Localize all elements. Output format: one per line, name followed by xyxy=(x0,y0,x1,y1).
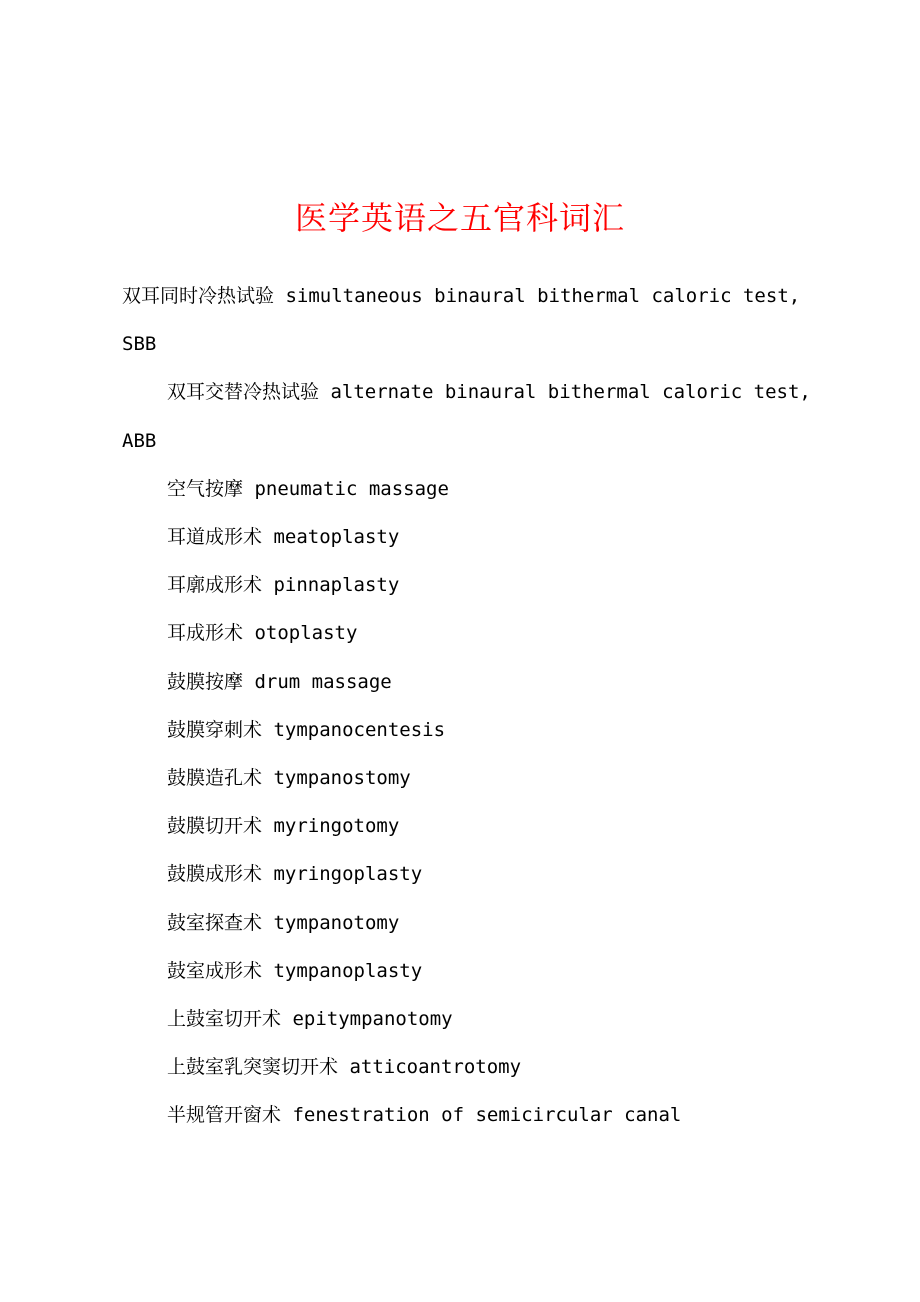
vocab-entry: 耳廓成形术 pinnaplasty xyxy=(167,574,400,597)
vocabulary-list xyxy=(122,272,822,1140)
vocab-entry-abb-line1: 双耳交替冷热试验 alternate binaural bithermal caloric test, xyxy=(167,381,811,404)
vocab-entry: 耳道成形术 meatoplasty xyxy=(167,526,400,549)
vocab-entry: 鼓膜按摩 drum massage xyxy=(167,670,392,693)
vocab-entry: 鼓膜切开术 myringotomy xyxy=(167,815,400,838)
vocab-entry-abb-line2: ABB xyxy=(122,429,157,452)
document-title: 医学英语之五官科词汇 xyxy=(294,199,625,237)
vocab-entry: 鼓膜造孔术 tympanostomy xyxy=(167,767,411,790)
vocab-entry: 鼓膜成形术 myringoplasty xyxy=(167,863,423,886)
vocab-entry: 半规管开窗术 fenestration of semicircular canal xyxy=(167,1104,682,1127)
vocab-entry: 耳成形术 otoplasty xyxy=(167,622,358,645)
vocab-entry-sbb-line1: 双耳同时冷热试验 simultaneous binaural bithermal caloric test, xyxy=(122,285,801,307)
vocab-entry: 鼓室成形术 tympanoplasty xyxy=(167,959,423,982)
vocab-entry: 上鼓室乳突窦切开术 atticoantrotomy xyxy=(167,1056,522,1079)
vocab-entry: 鼓室探查术 tympanotomy xyxy=(167,911,400,934)
vocab-entry: 鼓膜穿刺术 tympanocentesis xyxy=(167,718,446,741)
vocab-entry-sbb-line2: SBB xyxy=(122,333,157,356)
vocab-entry: 空气按摩 pneumatic massage xyxy=(167,477,449,500)
vocab-entry: 上鼓室切开术 epitympanotomy xyxy=(167,1008,453,1031)
